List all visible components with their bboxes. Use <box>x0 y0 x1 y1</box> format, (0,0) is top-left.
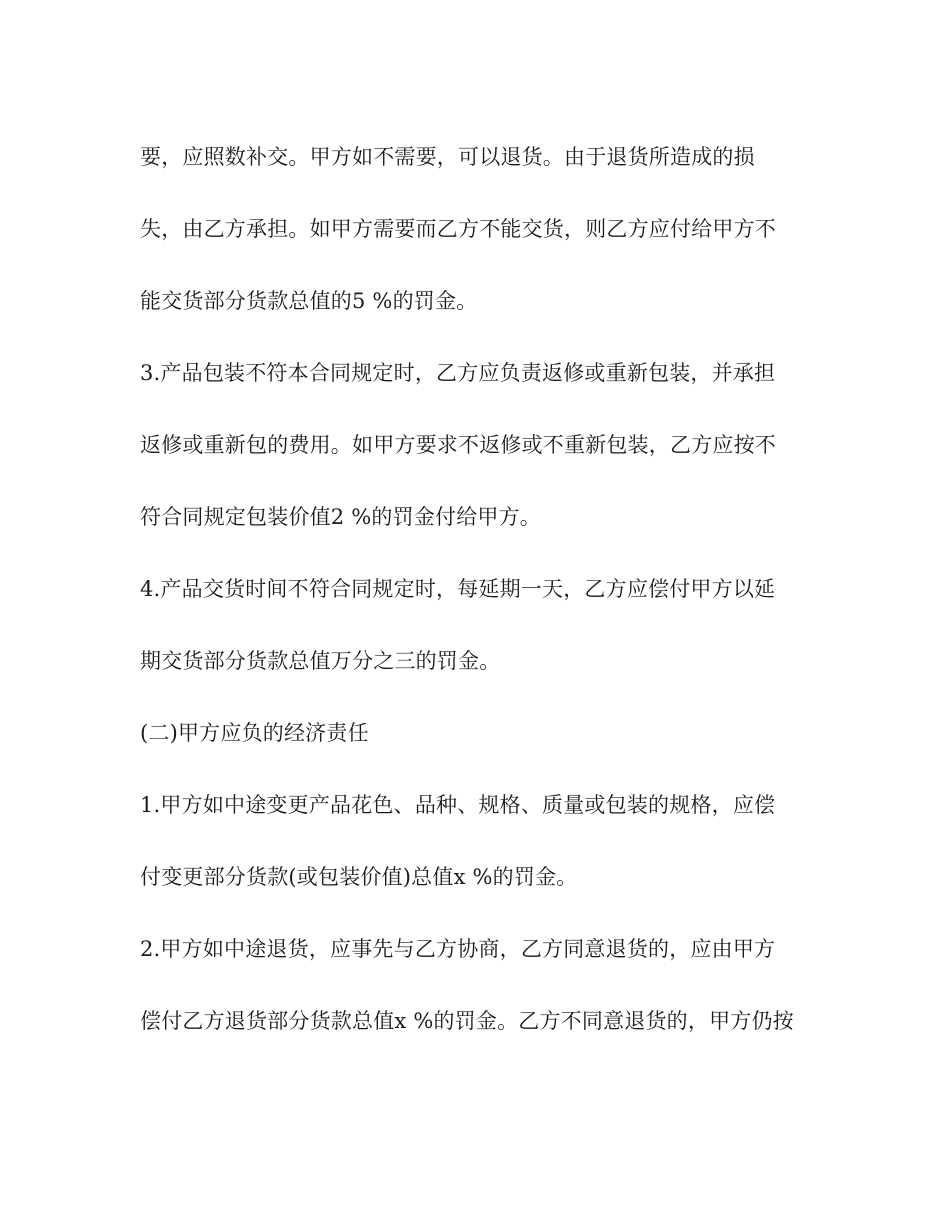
paragraph-line: 付变更部分货款(或包装价值)总值x %的罚金。 <box>140 865 578 889</box>
section-heading: (二)甲方应负的经济责任 <box>140 721 369 745</box>
paragraph-line: 1.甲方如中途变更产品花色、品种、规格、质量或包装的规格，应偿 <box>140 793 776 817</box>
paragraph-line: 要，应照数补交。甲方如不需要，可以退货。由于退货所造成的损 <box>140 145 755 169</box>
paragraph-line: 返修或重新包的费用。如甲方要求不返修或不重新包装，乙方应按不 <box>140 433 776 457</box>
paragraph-line: 偿付乙方退货部分货款总值x %的罚金。乙方不同意退货的，甲方仍按 <box>140 1009 794 1033</box>
paragraph-line: 2.甲方如中途退货，应事先与乙方协商，乙方同意退货的，应由甲方 <box>140 937 776 961</box>
paragraph-line: 期交货部分货款总值万分之三的罚金。 <box>140 649 501 673</box>
paragraph-line: 3.产品包装不符本合同规定时，乙方应负责返修或重新包装，并承担 <box>140 361 776 385</box>
paragraph-line: 失，由乙方承担。如甲方需要而乙方不能交货，则乙方应付给甲方不 <box>140 217 776 241</box>
paragraph-line: 符合同规定包装价值2 %的罚金付给甲方。 <box>140 505 541 529</box>
paragraph-line: 4.产品交货时间不符合同规定时，每延期一天，乙方应偿付甲方以延 <box>140 577 776 601</box>
paragraph-line: 能交货部分货款总值的5 %的罚金。 <box>140 289 478 313</box>
